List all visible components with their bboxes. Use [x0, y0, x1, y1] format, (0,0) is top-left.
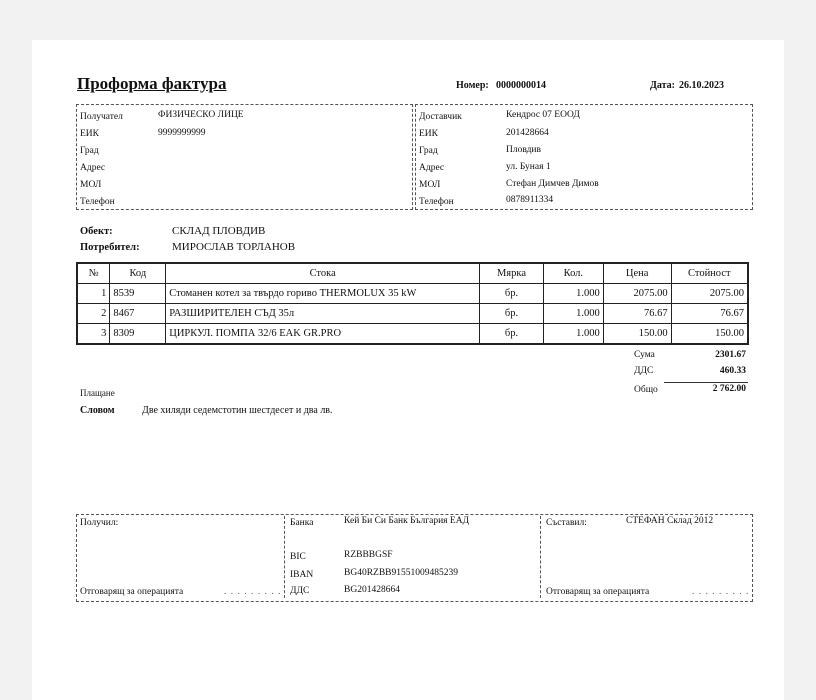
- consumer-label: Потребител:: [80, 242, 140, 253]
- recipient-mol-label: МОЛ: [80, 180, 102, 190]
- table-row: [77, 324, 748, 345]
- bic-value: RZBBBGSF: [344, 550, 393, 560]
- responsible-label-left: Отговарящ за операцията: [80, 587, 184, 597]
- row-value: 2075.00: [671, 284, 748, 304]
- row-no: 1: [77, 284, 110, 304]
- bank-label: Банка: [290, 518, 314, 528]
- row-price: 2075.00: [603, 284, 671, 304]
- supplier-name: Кендрос 07 ЕООД: [506, 110, 580, 120]
- total-label: Общо: [634, 385, 658, 395]
- invoice-page: [32, 40, 784, 700]
- supplier-mol: Стефан Димчев Димов: [506, 179, 599, 189]
- col-header-qty: Кол.: [543, 263, 603, 284]
- row-price: 76.67: [603, 304, 671, 324]
- supplier-mol-label: МОЛ: [419, 180, 441, 190]
- recipient-address-label: Адрес: [80, 163, 106, 173]
- consumer-value: МИРОСЛАВ ТОРЛАНОВ: [172, 241, 296, 253]
- iban-label: IBAN: [290, 570, 314, 580]
- supplier-address: ул. Буная 1: [506, 162, 551, 172]
- row-price: 150.00: [603, 324, 671, 345]
- payment-label: Плащане: [80, 388, 115, 398]
- recipient-box: [76, 104, 413, 210]
- row-item: РАЗШИРИТЕЛЕН СЪД 35л: [166, 304, 480, 324]
- iban-value: BG40RZBB91551009485239: [344, 568, 459, 578]
- col-header-unit: Мярка: [480, 263, 544, 284]
- supplier-eik: 201428664: [506, 128, 549, 138]
- recipient-name: ФИЗИЧЕСКО ЛИЦЕ: [158, 110, 244, 120]
- row-value: 150.00: [671, 324, 748, 345]
- recipient-city-label: Град: [80, 146, 99, 156]
- supplier-label: Доставчик: [419, 112, 462, 122]
- composed-label: Съставил:: [546, 518, 587, 528]
- recipient-label: Получател: [80, 112, 123, 122]
- row-unit: бр.: [480, 284, 544, 304]
- vat-value: 460.33: [719, 366, 746, 376]
- recipient-phone-label: Телефон: [80, 197, 115, 207]
- items-table: [76, 262, 749, 345]
- footer-vat-label: ДДС: [290, 586, 310, 596]
- table-row: [77, 284, 748, 304]
- col-header-price: Цена: [603, 263, 671, 284]
- col-header-value: Стойност: [671, 263, 748, 284]
- col-header-item: Стока: [166, 263, 480, 284]
- responsible-label-right: Отговарящ за операцията: [546, 587, 650, 597]
- amount-in-words: Две хиляди седемстотин шестдесет и два лв.: [142, 405, 333, 416]
- invoice-date: 26.10.2023: [679, 80, 724, 91]
- row-unit: бр.: [480, 304, 544, 324]
- number-label: Номер:: [456, 80, 489, 91]
- supplier-eik-label: ЕИК: [419, 129, 438, 139]
- row-item: Стоманен котел за твърдо гориво THERMOLUX 35 kW: [166, 284, 480, 304]
- page-title: Проформа фактура: [77, 74, 227, 93]
- col-header-code: Код: [110, 263, 166, 284]
- row-code: 8309: [110, 324, 166, 345]
- row-qty: 1.000: [543, 324, 603, 345]
- row-qty: 1.000: [543, 304, 603, 324]
- sum-label: Сума: [634, 350, 655, 360]
- row-unit: бр.: [480, 324, 544, 345]
- footer-divider-1: [284, 516, 285, 598]
- row-code: 8539: [110, 284, 166, 304]
- footer-vat-number: BG201428664: [344, 585, 400, 595]
- received-label: Получил:: [80, 518, 119, 528]
- object-label: Обект:: [80, 226, 113, 237]
- row-no: 3: [77, 324, 110, 345]
- table-header-row: [77, 263, 748, 284]
- row-item: ЦИРКУЛ. ПОМПА 32/6 EAK GR.PRO: [166, 324, 480, 345]
- vat-label: ДДС: [634, 366, 654, 376]
- signature-dots-right: . . . . . . . . .: [692, 587, 750, 597]
- total-value: 2 762.00: [712, 384, 746, 394]
- words-label: Словом: [80, 405, 115, 416]
- supplier-phone: 0878911334: [506, 195, 554, 205]
- row-qty: 1.000: [543, 284, 603, 304]
- supplier-city: Пловдив: [506, 145, 542, 155]
- totals-divider: [664, 382, 748, 383]
- object-value: СКЛАД ПЛОВДИВ: [172, 225, 266, 237]
- row-code: 8467: [110, 304, 166, 324]
- supplier-box: [415, 104, 753, 210]
- composed-by: СТЕФАН Склад 2012: [626, 516, 714, 526]
- supplier-address-label: Адрес: [419, 163, 445, 173]
- recipient-eik-label: ЕИК: [80, 129, 99, 139]
- supplier-city-label: Град: [419, 146, 438, 156]
- signature-dots-left: . . . . . . . . .: [224, 587, 282, 597]
- bank-name: Кей Би Си Банк България ЕАД: [344, 516, 470, 526]
- row-no: 2: [77, 304, 110, 324]
- supplier-phone-label: Телефон: [419, 197, 454, 207]
- date-label: Дата:: [650, 80, 675, 91]
- row-value: 76.67: [671, 304, 748, 324]
- footer-divider-2: [540, 516, 541, 598]
- bic-label: BIC: [290, 552, 306, 562]
- col-header-no: №: [77, 263, 110, 284]
- recipient-eik: 9999999999: [158, 128, 206, 138]
- table-row: [77, 304, 748, 324]
- invoice-number: 0000000014: [496, 80, 546, 91]
- sum-value: 2301.67: [715, 350, 746, 360]
